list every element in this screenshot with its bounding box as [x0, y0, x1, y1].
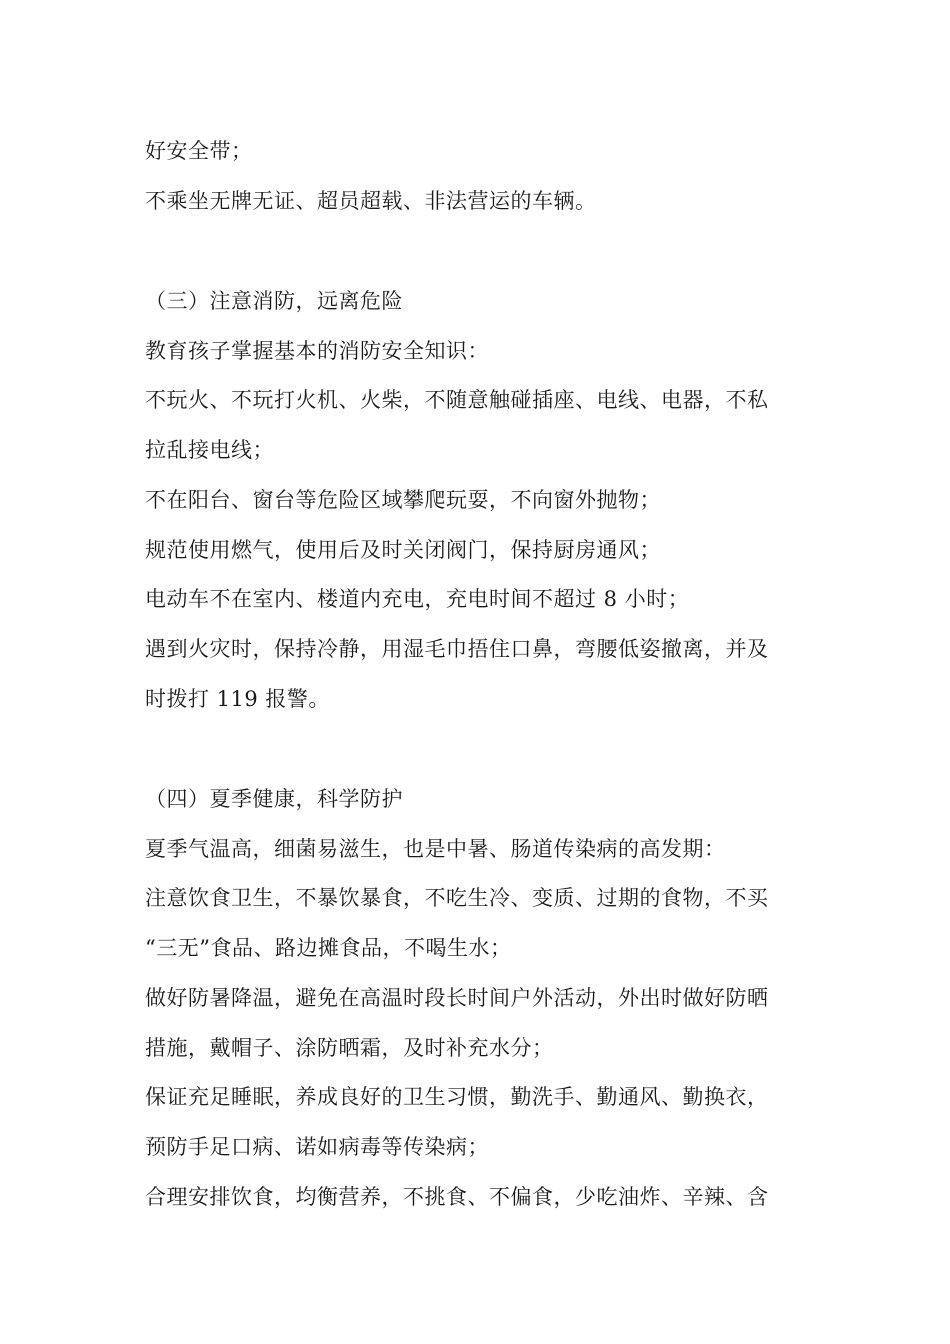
text-line: “三无”食品、路边摊食品，不喝生水；: [145, 936, 512, 960]
text-line: 遇到火灾时，保持冷静，用湿毛巾捂住口鼻，弯腰低姿撤离，并及: [145, 637, 769, 661]
section-heading-3: （三）注意消防，远离危险: [145, 289, 403, 313]
text-line: 时拨打 119 报警。: [145, 687, 330, 711]
text-line: 不在阳台、窗台等危险区域攀爬玩耍，不向窗外抛物；: [145, 488, 661, 512]
text-line: 电动车不在室内、楼道内充电，充电时间不超过 8 小时；: [145, 587, 690, 611]
text-line: 好安全带；: [145, 139, 253, 163]
text-line: 注意饮食卫生，不暴饮暴食，不吃生冷、变质、过期的食物，不买: [145, 886, 769, 910]
text-line: 拉乱接电线；: [145, 438, 274, 462]
text-line: 合理安排饮食，均衡营养，不挑食、不偏食，少吃油炸、辛辣、含: [145, 1185, 769, 1209]
text-line: 规范使用燃气，使用后及时关闭阀门，保持厨房通风；: [145, 538, 661, 562]
text-line: 夏季气温高，细菌易滋生，也是中暑、肠道传染病的高发期：: [145, 837, 726, 861]
text-line: 不玩火、不玩打火机、火柴，不随意触碰插座、电线、电器，不私: [145, 388, 769, 412]
text-line: 保证充足睡眠，养成良好的卫生习惯，勤洗手、勤通风、勤换衣，: [145, 1085, 769, 1109]
text-line: 教育孩子掌握基本的消防安全知识：: [145, 339, 489, 363]
text-line: 措施，戴帽子、涂防晒霜，及时补充水分；: [145, 1036, 554, 1060]
text-line: 做好防暑降温，避免在高温时段长时间户外活动，外出时做好防晒: [145, 986, 769, 1010]
section-heading-4: （四）夏季健康，科学防护: [145, 787, 403, 811]
text-line: 预防手足口病、诺如病毒等传染病；: [145, 1135, 489, 1159]
text-line: 不乘坐无牌无证、超员超载、非法营运的车辆。: [145, 189, 597, 213]
